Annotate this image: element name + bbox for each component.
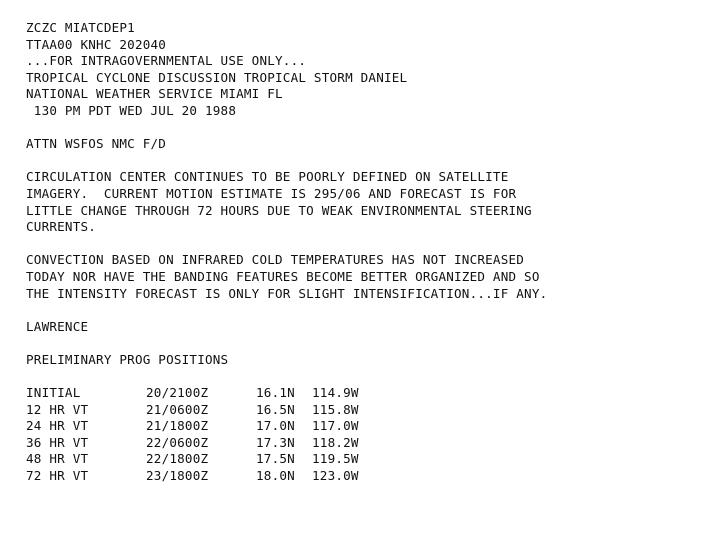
paragraph-line: IMAGERY. CURRENT MOTION ESTIMATE IS 295/06 AND FORECAST IS FOR (26, 185, 517, 201)
latitude: 17.5N (256, 451, 295, 467)
spacer (26, 236, 706, 253)
spacer (26, 153, 706, 170)
spacer (26, 335, 706, 352)
valid-time: 20/2100Z (146, 385, 209, 401)
spacer (26, 120, 706, 137)
latitude: 16.5N (256, 401, 295, 417)
valid-time: 22/0600Z (146, 434, 209, 450)
paragraph-line: CURRENTS. (26, 219, 97, 235)
header-line: 130 PM PDT WED JUL 20 1988 (26, 102, 237, 118)
forecast-period: 36 HR VT (26, 434, 89, 450)
longitude: 119.5W (312, 451, 359, 467)
forecast-period: 72 HR VT (26, 468, 89, 484)
header-line: TTAA00 KNHC 202040 (26, 36, 167, 52)
latitude: 17.0N (256, 418, 295, 434)
table-row (26, 385, 382, 402)
paragraph-line: TODAY NOR HAVE THE BANDING FEATURES BECOME BETTER ORGANIZED AND SO (26, 268, 540, 284)
discussion-paragraph-1 (26, 169, 706, 235)
paragraph-line: CONVECTION BASED ON INFRARED COLD TEMPERATURES HAS NOT INCREASED (26, 252, 525, 268)
paragraph-line: THE INTENSITY FORECAST IS ONLY FOR SLIGHT INTENSIFICATION...IF ANY. (26, 285, 548, 301)
discussion-document (26, 20, 706, 485)
discussion-paragraph-2 (26, 252, 706, 302)
valid-time: 23/1800Z (146, 468, 209, 484)
latitude: 16.1N (256, 385, 295, 401)
longitude: 117.0W (312, 418, 359, 434)
spacer (26, 302, 706, 319)
valid-time: 21/1800Z (146, 418, 209, 434)
table-row (26, 402, 382, 419)
forecast-period: 48 HR VT (26, 451, 89, 467)
paragraph-line: CIRCULATION CENTER CONTINUES TO BE POORLY DEFINED ON SATELLITE (26, 169, 509, 185)
table-row (26, 435, 382, 452)
table-row (26, 418, 382, 435)
valid-time: 22/1800Z (146, 451, 209, 467)
forecaster-signature: LAWRENCE (26, 318, 89, 334)
forecast-period: INITIAL (26, 385, 81, 401)
forecast-period: 12 HR VT (26, 401, 89, 417)
attn-line: ATTN WSFOS NMC F/D (26, 136, 167, 152)
forecast-period: 24 HR VT (26, 418, 89, 434)
latitude: 17.3N (256, 434, 295, 450)
header-line: ...FOR INTRAGOVERNMENTAL USE ONLY... (26, 53, 307, 69)
header-line: TROPICAL CYCLONE DISCUSSION TROPICAL STORM DANIEL (26, 69, 408, 85)
longitude: 114.9W (312, 385, 359, 401)
paragraph-line: LITTLE CHANGE THROUGH 72 HOURS DUE TO WEAK ENVIRONMENTAL STEERING (26, 202, 532, 218)
header-line: ZCZC MIATCDEP1 (26, 20, 135, 35)
valid-time: 21/0600Z (146, 401, 209, 417)
bulletin-header (26, 20, 706, 120)
prog-positions-title: PRELIMINARY PROG POSITIONS (26, 351, 229, 367)
table-row (26, 451, 382, 468)
longitude: 115.8W (312, 401, 359, 417)
table-row (26, 468, 382, 485)
latitude: 18.0N (256, 468, 295, 484)
longitude: 123.0W (312, 468, 359, 484)
longitude: 118.2W (312, 434, 359, 450)
header-line: NATIONAL WEATHER SERVICE MIAMI FL (26, 86, 283, 102)
spacer (26, 368, 706, 385)
prog-positions-table (26, 385, 382, 485)
